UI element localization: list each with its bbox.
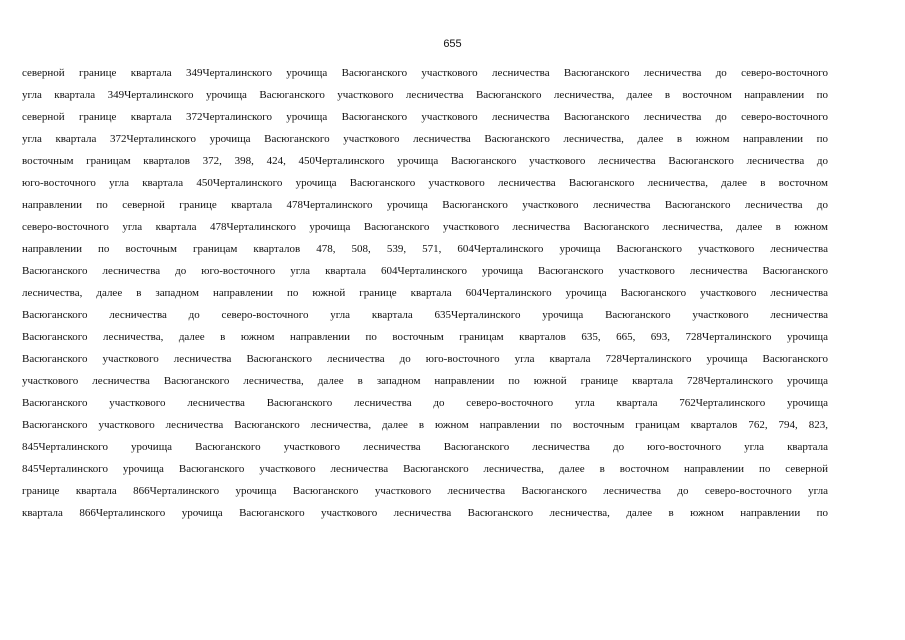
text-line: лесничества, далее в западном направлении по южной границе квартала 604Черталинского урочища Васюганского участкового лесничества <box>22 287 828 299</box>
text-line: Васюганского участкового лесничества Васюганского лесничества до юго-восточного угла квартала 728Черталинского урочища Васюганского <box>22 353 828 365</box>
text-line: восточным границам кварталов 372, 398, 424, 450Черталинского урочища Васюганского участкового лесничества Васюганского лесничества до <box>22 155 828 167</box>
text-line: 845Черталинского урочища Васюганского участкового лесничества Васюганского лесничества, далее в восточном направлении по северной <box>22 463 828 475</box>
text-line: угла квартала 372Черталинского урочища Васюганского участкового лесничества Васюганского лесничества, далее в южном направлении по <box>22 133 828 145</box>
text-line: северной границе квартала 372Черталинского урочища Васюганского участкового лесничества Васюганского лесничества до северо-восточного <box>22 111 828 123</box>
text-line: Васюганского лесничества, далее в южном направлении по восточным границам кварталов 635, 665, 693, 728Черталинского урочища <box>22 331 828 343</box>
page-number: 655 <box>443 38 462 50</box>
text-line: участкового лесничества Васюганского лесничества, далее в западном направлении по южной границе квартала 728Черталинского урочища <box>22 375 828 387</box>
text-line: Васюганского участкового лесничества Васюганского лесничества, далее в южном направлении по восточным границам кварталов 762, 794, 823, <box>22 419 828 431</box>
text-line: квартала 866Черталинского урочища Васюганского участкового лесничества Васюганского лесничества, далее в южном направлении по <box>22 507 828 519</box>
text-line: направлении по восточным границам кварталов 478, 508, 539, 571, 604Черталинского урочища Васюганского участкового лесничества <box>22 243 828 255</box>
text-line: северо-восточного угла квартала 478Черталинского урочища Васюганского участкового лесничества Васюганского лесничества, далее в южном <box>22 221 828 233</box>
text-line: северной границе квартала 349Черталинского урочища Васюганского участкового лесничества Васюганского лесничества до северо-восточного <box>22 67 828 79</box>
text-line: направлении по северной границе квартала 478Черталинского урочища Васюганского участкового лесничества Васюганского лесничества до <box>22 199 828 211</box>
text-line: границе квартала 866Черталинского урочища Васюганского участкового лесничества Васюганского лесничества до северо-восточного угла <box>22 485 828 497</box>
text-line: Васюганского участкового лесничества Васюганского лесничества до северо-восточного угла квартала 762Черталинского урочища <box>22 397 828 409</box>
text-line: 845Черталинского урочища Васюганского участкового лесничества Васюганского лесничества до юго-восточного угла квартала <box>22 441 828 453</box>
text-line: юго-восточного угла квартала 450Черталинского урочища Васюганского участкового лесничества Васюганского лесничества, далее в восточном <box>22 177 828 189</box>
body-text <box>22 62 828 524</box>
text-line: Васюганского лесничества до юго-восточного угла квартала 604Черталинского урочища Васюганского участкового лесничества Васюганского <box>22 265 828 277</box>
text-line: угла квартала 349Черталинского урочища Васюганского участкового лесничества Васюганского лесничества, далее в восточном направлении по <box>22 89 828 101</box>
text-line: Васюганского лесничества до северо-восточного угла квартала 635Черталинского урочища Васюганского участкового лесничества <box>22 309 828 321</box>
